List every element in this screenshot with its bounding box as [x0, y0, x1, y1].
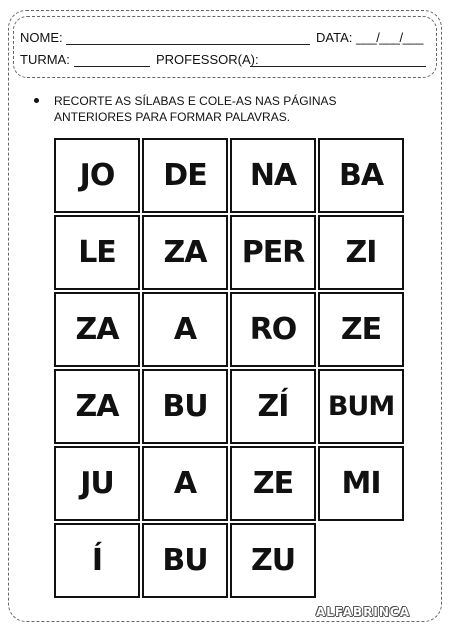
syllable-card[interactable]: JO — [54, 138, 140, 213]
syllable-grid — [54, 138, 404, 598]
brand-logo: ALFABRINCA — [316, 605, 411, 619]
date-label: DATA: — [316, 30, 353, 45]
class-field[interactable] — [74, 66, 150, 67]
syllable-card[interactable]: ZA — [54, 292, 140, 367]
name-label: NOME: — [20, 30, 63, 45]
syllable-card[interactable]: LE — [54, 215, 140, 290]
syllable-card[interactable]: PER — [230, 215, 316, 290]
teacher-field[interactable] — [250, 66, 426, 67]
syllable-card[interactable]: BUM — [318, 369, 404, 444]
syllable-card[interactable]: ZU — [230, 523, 316, 598]
syllable-card[interactable]: ZE — [318, 292, 404, 367]
syllable-card[interactable]: DE — [142, 138, 228, 213]
teacher-label: PROFESSOR(A): — [156, 52, 259, 67]
syllable-card[interactable]: A — [142, 446, 228, 521]
syllable-card[interactable]: Í — [54, 523, 140, 598]
syllable-card[interactable]: A — [142, 292, 228, 367]
header-box — [13, 16, 437, 78]
syllable-card[interactable]: ZÍ — [230, 369, 316, 444]
syllable-card[interactable]: ZE — [230, 446, 316, 521]
syllable-card[interactable]: ZA — [54, 369, 140, 444]
instruction-text: RECORTE AS SÍLABAS E COLE-AS NAS PÁGINAS ANTERIORES PARA FORMAR PALAVRAS. — [54, 94, 337, 124]
syllable-card[interactable]: RO — [230, 292, 316, 367]
bullet-icon — [34, 98, 39, 103]
class-label: TURMA: — [20, 52, 70, 67]
syllable-card[interactable]: MI — [318, 446, 404, 521]
syllable-card[interactable]: BU — [142, 523, 228, 598]
syllable-card[interactable]: BA — [318, 138, 404, 213]
syllable-card[interactable]: NA — [230, 138, 316, 213]
syllable-card[interactable]: JU — [54, 446, 140, 521]
syllable-card[interactable]: BU — [142, 369, 228, 444]
syllable-card[interactable]: ZA — [142, 215, 228, 290]
date-field[interactable]: ___/___/___ — [356, 30, 423, 45]
name-field[interactable] — [66, 44, 310, 45]
syllable-card[interactable]: ZI — [318, 215, 404, 290]
